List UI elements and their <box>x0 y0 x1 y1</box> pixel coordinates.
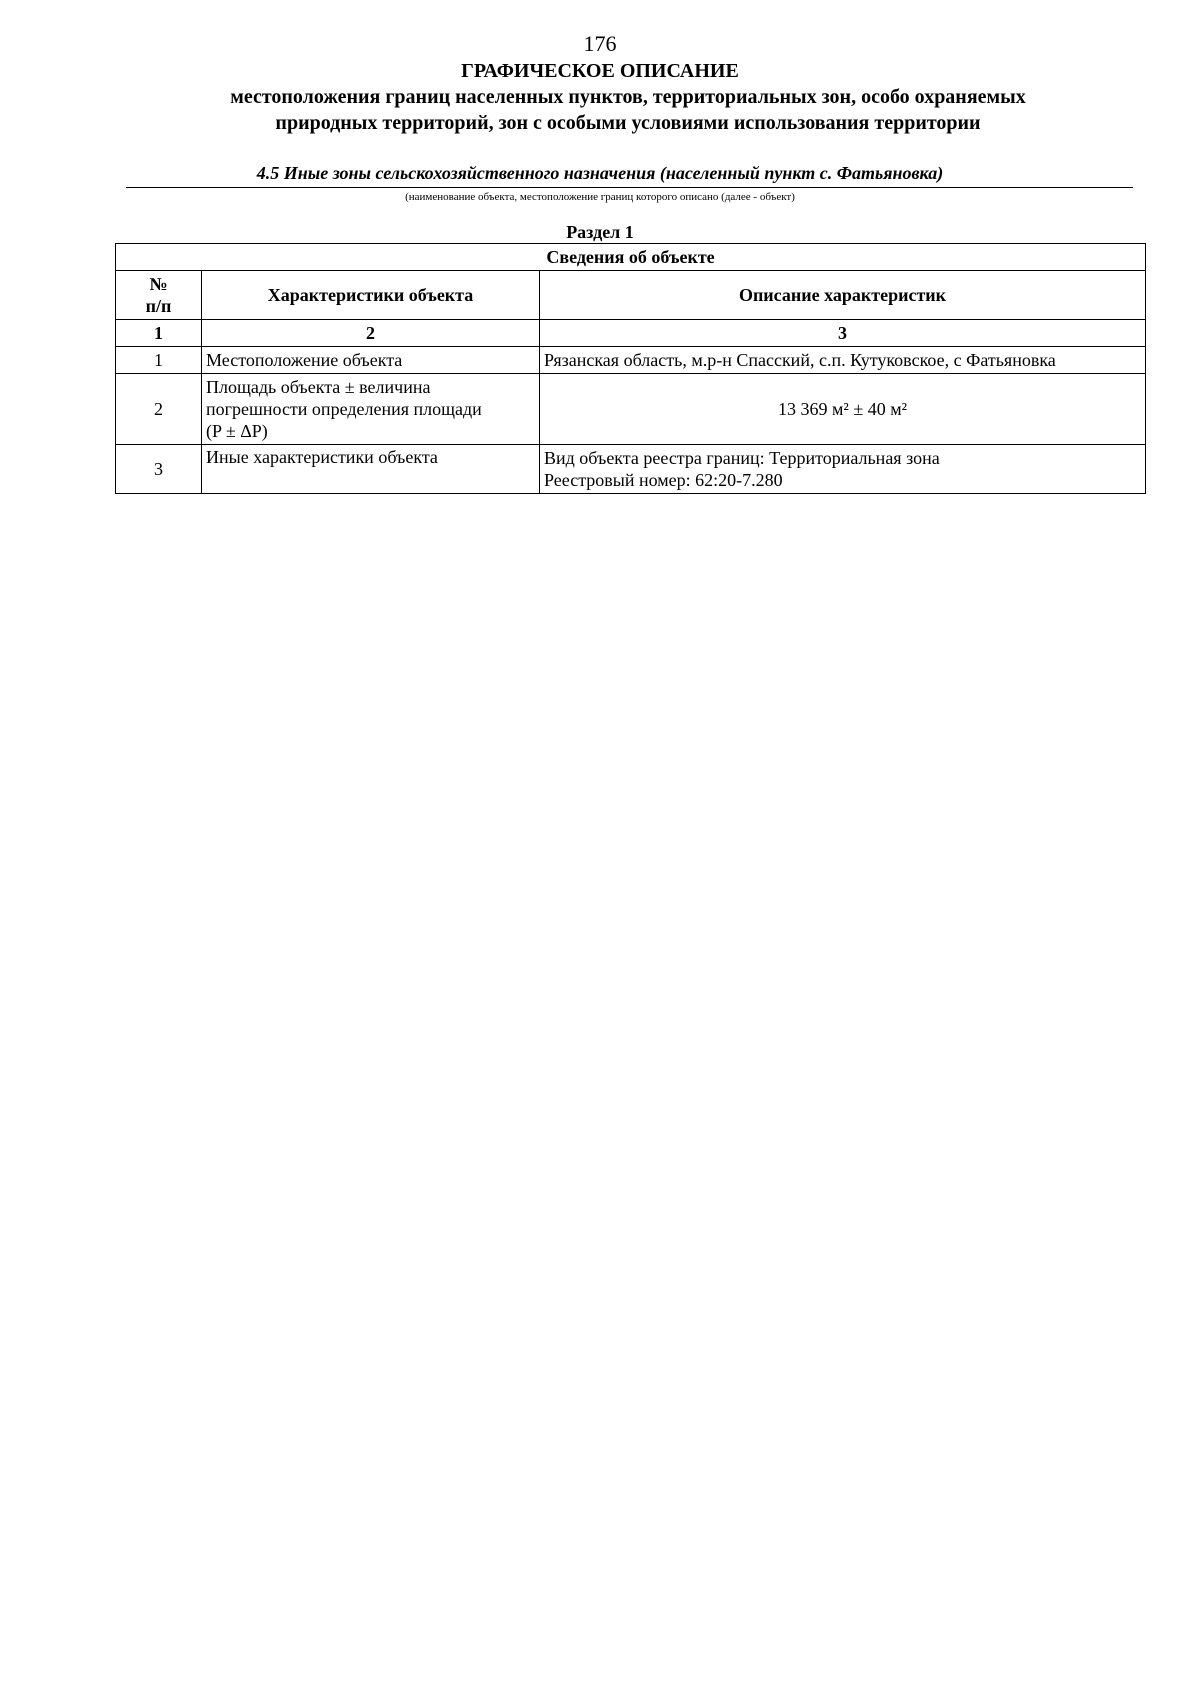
table-row <box>116 445 1146 494</box>
document-subtitle: местоположения границ населенных пунктов, территориальных зон, особо охраняемых природных территорий, зон с особыми условиями использования территории <box>230 86 1026 134</box>
object-name-underline <box>126 187 1133 188</box>
row-characteristic: Иные характеристики объекта <box>202 445 540 494</box>
object-name: 4.5 Иные зоны сельскохозяйственного назначения (населенный пункт с. Фатьяновка) <box>256 163 944 183</box>
table-column-numbers-row <box>116 320 1146 347</box>
row-description-line: Реестровый номер: 62:20-7.280 <box>544 470 783 490</box>
header-num-line2: п/п <box>145 296 172 316</box>
document-title: ГРАФИЧЕСКОЕ ОПИСАНИЕ <box>461 60 739 82</box>
table-row <box>116 347 1146 374</box>
row-characteristic: Местоположение объекта <box>202 347 540 374</box>
column-number: 3 <box>540 320 1146 347</box>
header-description: Описание характеристик <box>540 271 1146 320</box>
row-description: Рязанская область, м.р-н Спасский, с.п. Кутуковское, с Фатьяновка <box>540 347 1146 374</box>
header-num <box>116 271 202 320</box>
row-description <box>540 445 1146 494</box>
row-characteristic-line: (P ± ΔP) <box>206 421 268 441</box>
object-caption: (наименование объекта, местоположение границ которого описано (далее - объект) <box>405 191 795 203</box>
row-characteristic-line: Площадь объекта ± величина <box>206 377 431 397</box>
object-info-table <box>115 243 1146 494</box>
table-caption: Сведения об объекте <box>116 244 1146 271</box>
row-characteristic <box>202 374 540 445</box>
header-characteristics: Характеристики объекта <box>202 271 540 320</box>
row-description-line: Вид объекта реестра границ: Территориальная зона <box>544 448 940 468</box>
row-characteristic-line: погрешности определения площади <box>206 399 482 419</box>
section-title: Раздел 1 <box>566 222 634 242</box>
column-number: 1 <box>116 320 202 347</box>
column-number: 2 <box>202 320 540 347</box>
row-description: 13 369 м² ± 40 м² <box>540 374 1146 445</box>
row-num: 2 <box>116 374 202 445</box>
page-number: 176 <box>583 31 617 56</box>
table-row <box>116 374 1146 445</box>
row-num: 3 <box>116 445 202 494</box>
header-num-line1: № <box>149 274 168 294</box>
table-caption-row <box>116 244 1146 271</box>
row-num: 1 <box>116 347 202 374</box>
table-header-row <box>116 271 1146 320</box>
